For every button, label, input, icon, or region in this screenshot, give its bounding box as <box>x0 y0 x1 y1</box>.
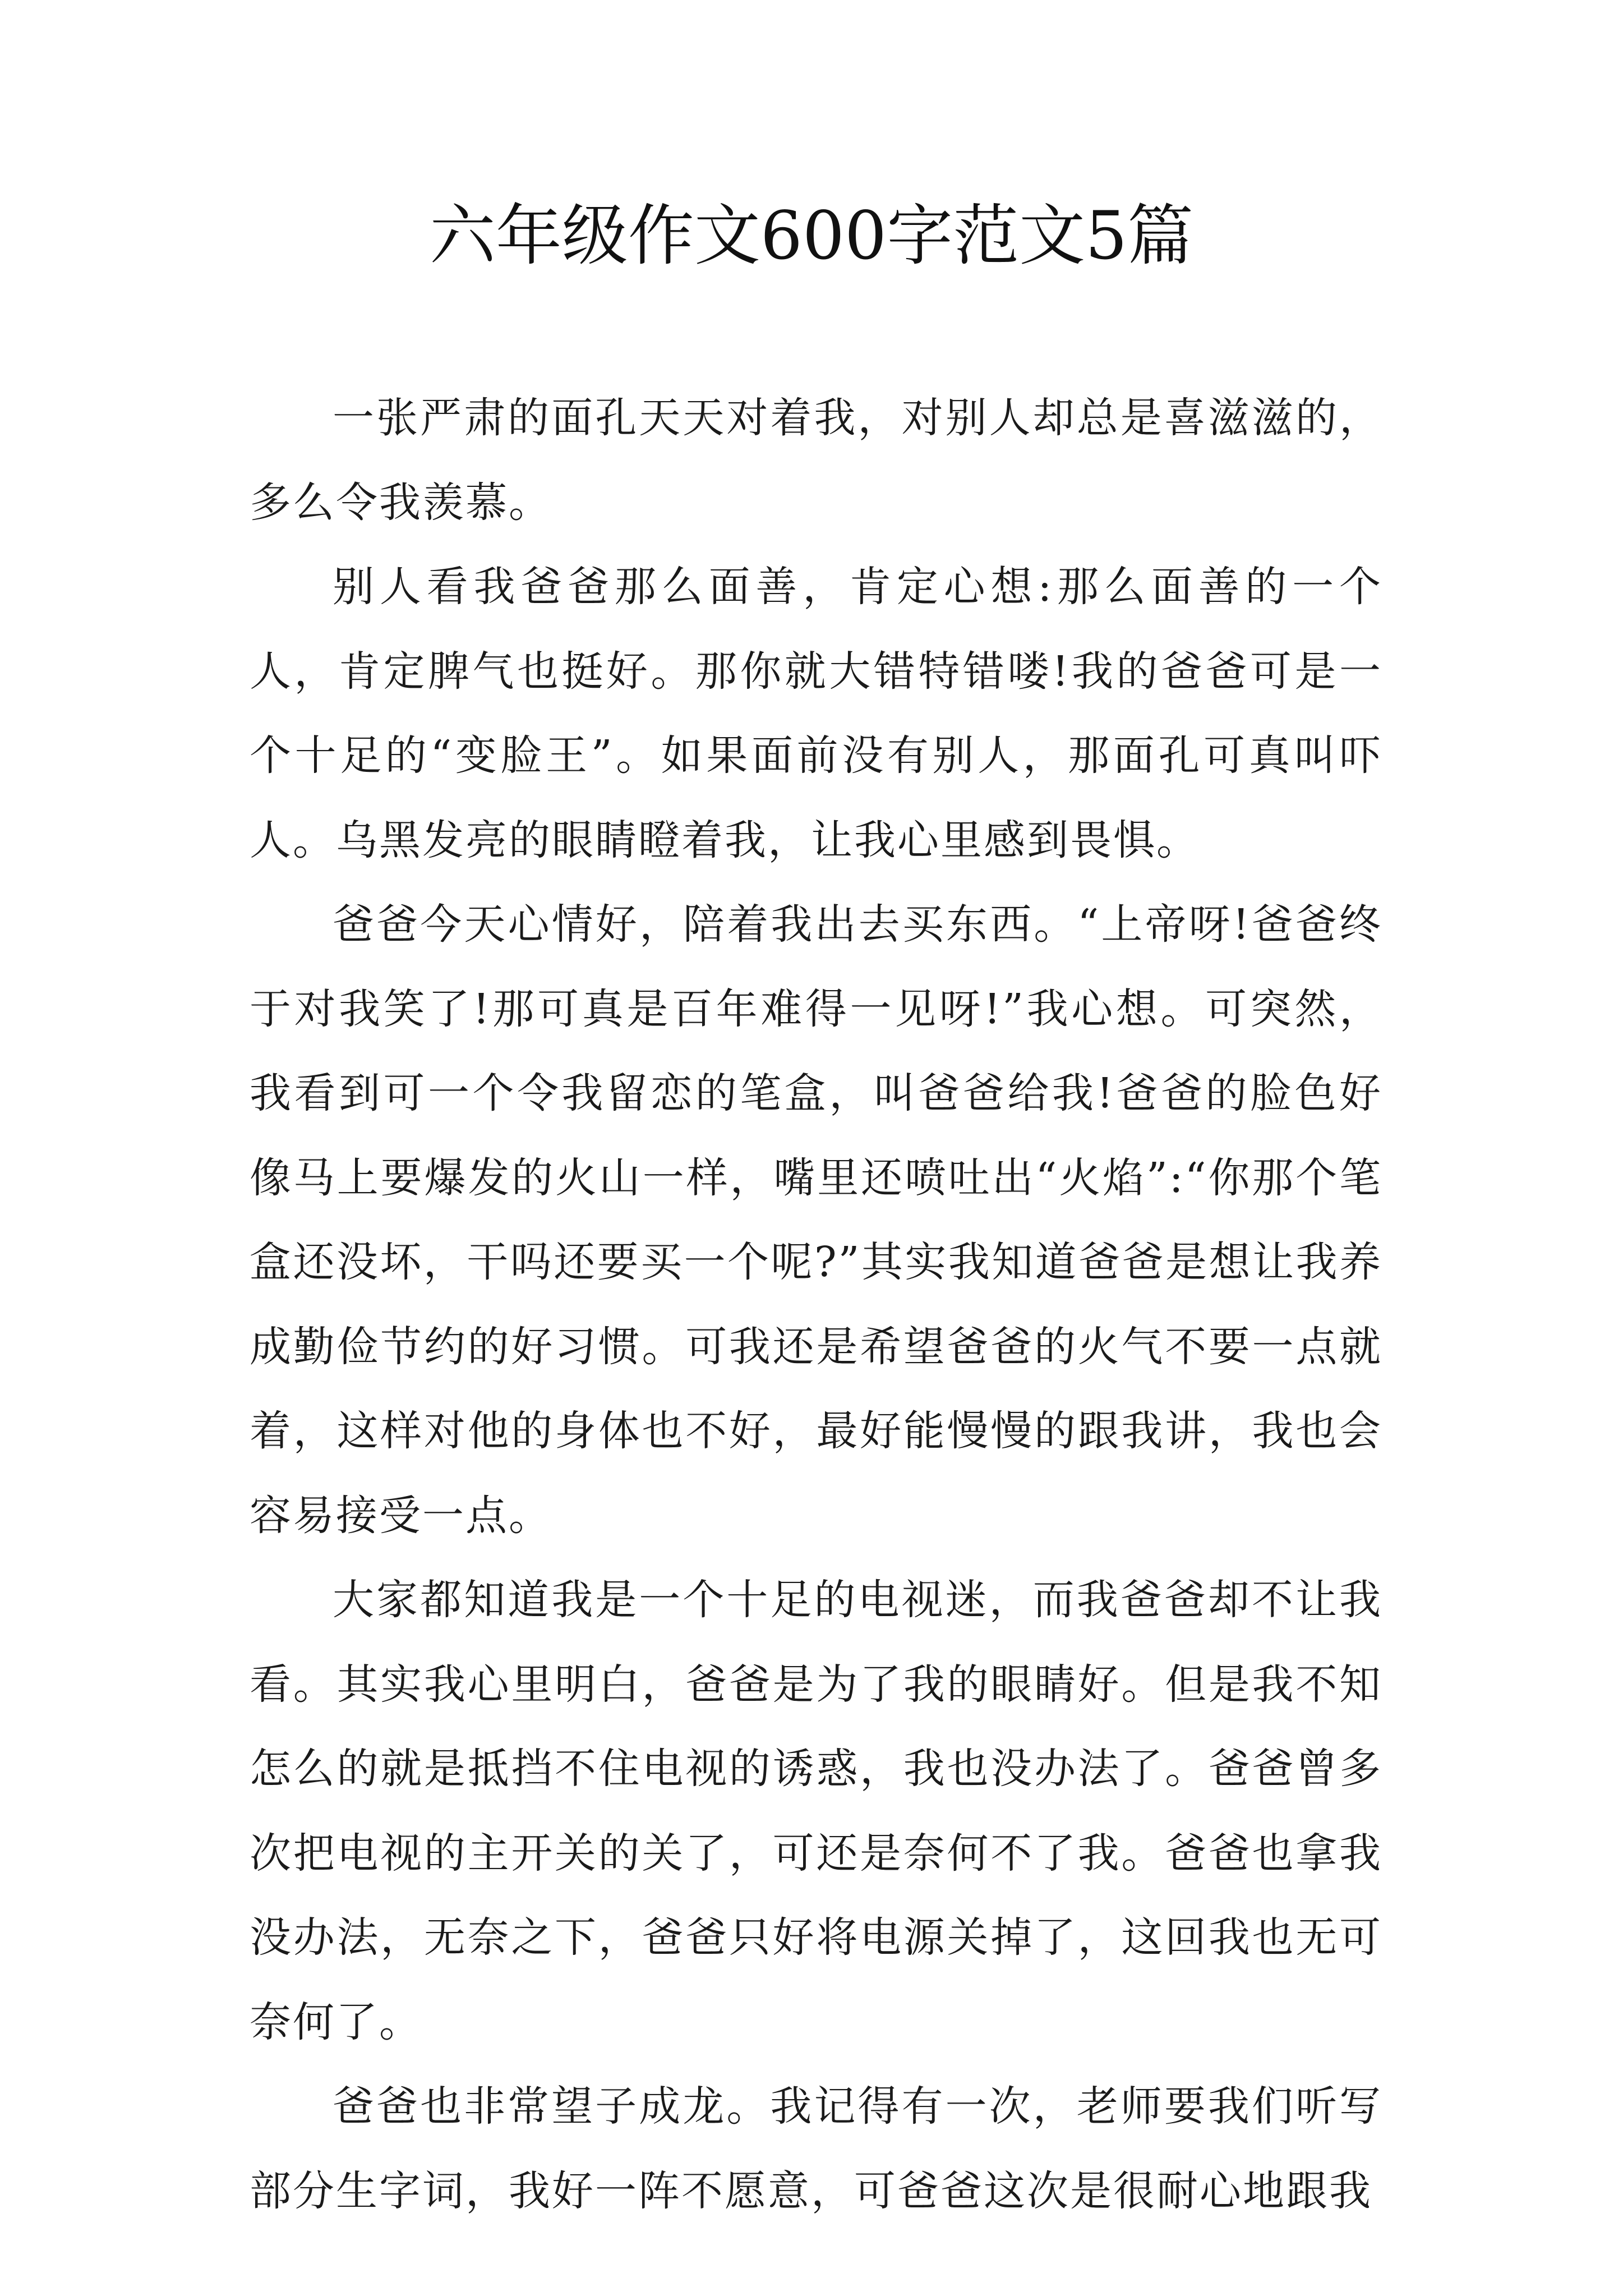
paragraph: 爸爸也非常望子成龙。我记得有一次，老师要我们听写部分生字词，我好一阵不愿意，可爸爸这次是很耐心地跟我 <box>250 2082 1382 2215</box>
paragraph: 别人看我爸爸那么面善，肯定心想:那么面善的一个人，肯定脾气也挺好。那你就大错特错喽!我的爸爸可是一个十足的“变脸王”。如果面前没有别人，那面孔可真叫吓人。乌黑发亮的眼睛瞪着我，让我心里感到畏惧。 <box>250 563 1382 864</box>
paragraph: 一张严肃的面孔天天对着我，对别人却总是喜滋滋的，多么令我羡慕。 <box>250 394 1382 527</box>
paragraph: 大家都知道我是一个十足的电视迷，而我爸爸却不让我看。其实我心里明白，爸爸是为了我的眼睛好。但是我不知怎么的就是抵挡不住电视的诱惑，我也没办法了。爸爸曾多次把电视的主开关的关了，可还是奈何不了我。爸爸也拿我没办法，无奈之下，爸爸只好将电源关掉了，这回我也无可奈何了。 <box>250 1576 1382 2046</box>
document-body <box>250 376 1382 2233</box>
document-title: 六年级作文600字范文5篇 <box>429 197 1194 274</box>
paragraph: 爸爸今天心情好，陪着我出去买东西。“上帝呀!爸爸终于对我笑了!那可真是百年难得一见呀!”我心想。可突然，我看到可一个令我留恋的笔盒，叫爸爸给我!爸爸的脸色好像马上要爆发的火山一样，嘴里还喷吐出“火焰”:“你那个笔盒还没坏，干吗还要买一个呢?”其实我知道爸爸是想让我养成勤俭节约的好习惯。可我还是希望爸爸的火气不要一点就着，这样对他的身体也不好，最好能慢慢的跟我讲，我也会容易接受一点。 <box>250 900 1382 1540</box>
